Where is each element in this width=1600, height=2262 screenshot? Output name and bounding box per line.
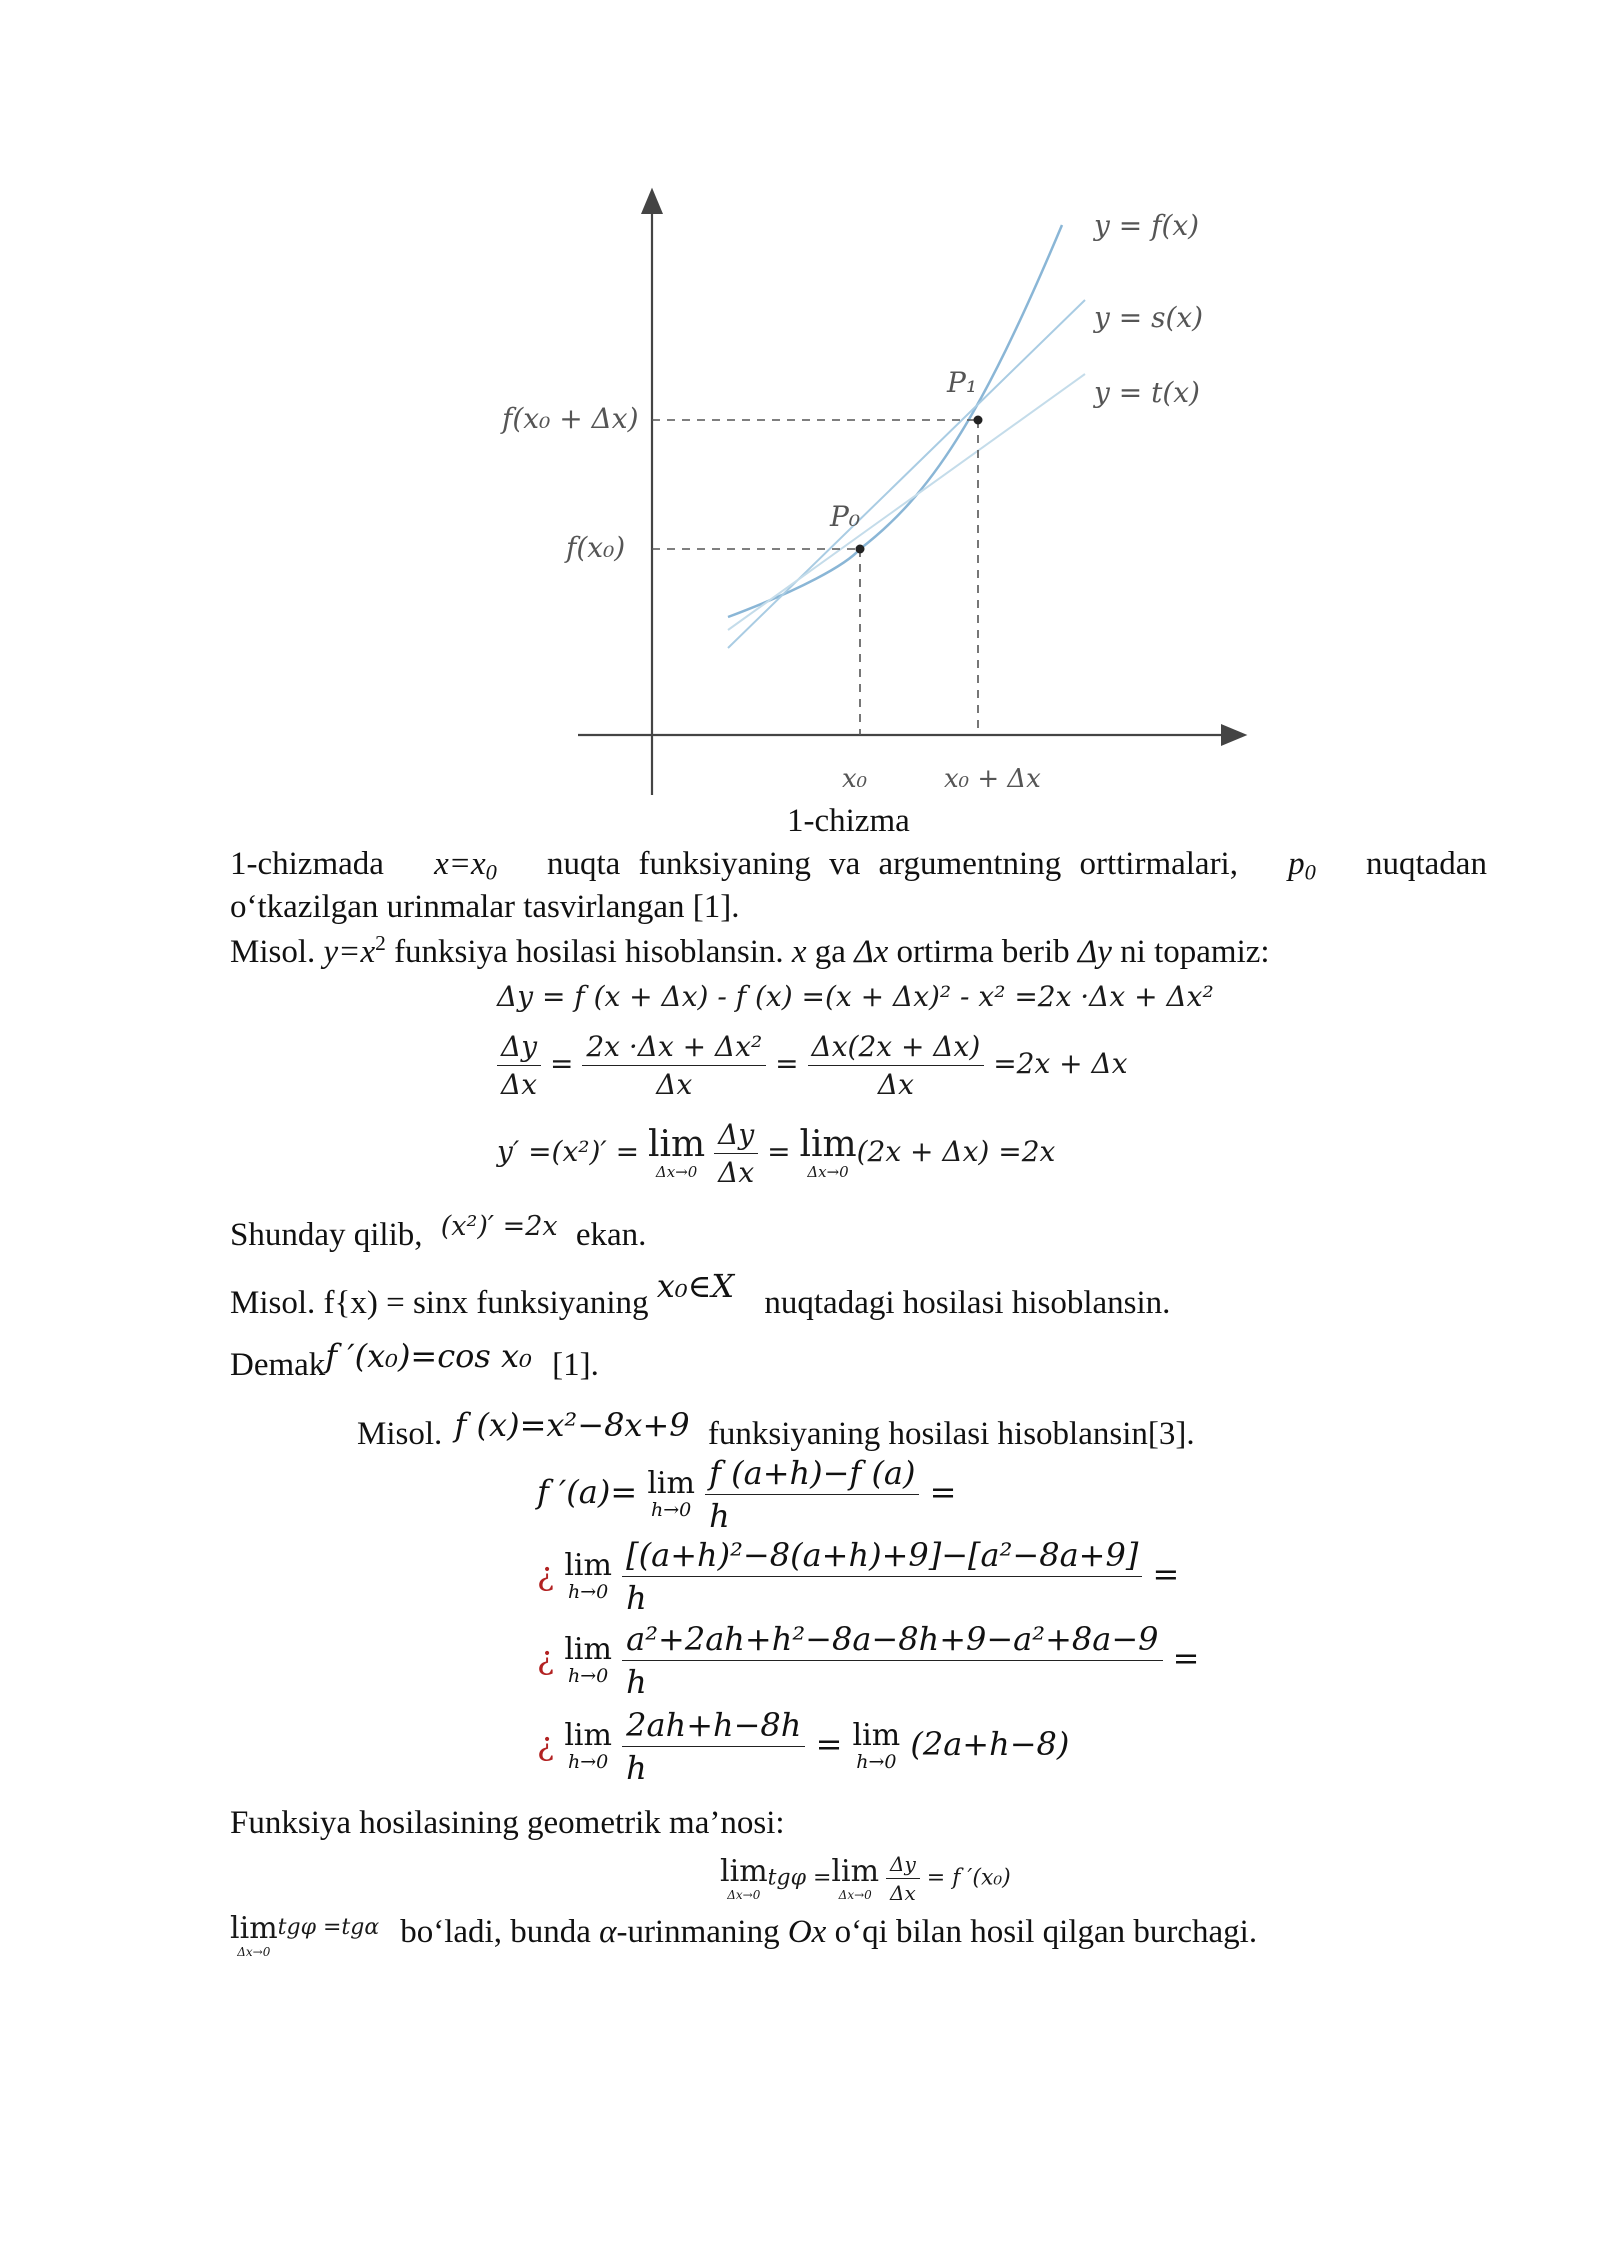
figure-caption: 1-chizma	[787, 803, 910, 839]
label-p0: P₀	[830, 500, 861, 533]
paragraph-figure-description	[230, 844, 1487, 928]
label-x0-dx: x₀ + Δx	[944, 764, 1041, 794]
paragraph-demak: Demakf ′(x₀)=cos x₀ [1].	[230, 1337, 599, 1383]
label-y-s: y = s(x)	[1094, 301, 1204, 334]
paragraph-example-1: Misol. $y=x^2$ funksiya hosilasi hisoblansin. x ga Δx ortirma berib Δy ni topamiz:	[230, 931, 1270, 970]
label-f-x0: f(x₀)	[566, 531, 626, 564]
label-p1: P₁	[947, 366, 978, 399]
tangent-figure	[0, 0, 1600, 820]
para1-text-c: nuqtadan	[1365, 846, 1487, 882]
paragraph-final: lim Δx→0 tgφ =tgα bo‘ladi, bunda α-urinmaning Ox o‘qi bilan hosil qilgan burchagi.	[230, 1911, 1258, 1959]
equation-tangent-slope: lim Δx→0 tgφ = lim Δx→0 $\frac{\Delta y}{\Delta x}$ = f ′(x₀)	[720, 1852, 1011, 1905]
para1-text-a: 1-chizmada	[230, 846, 384, 882]
paragraph-conclusion: Shunday qilib, $^{(x^2)' =2x}$ ekan.	[230, 1211, 647, 1253]
label-x0: x₀	[842, 764, 868, 794]
paragraph-example-2: Misol. f (x)=x²−8x+9 funksiyaning hosilasi hisoblansin[3].	[357, 1406, 1195, 1452]
equation-derivative-limit: y′ =(x²)′ = lim Δx→0 $\frac{\Delta y}{\Delta x}$ = lim Δx→0 (2x + Δx) =2x	[497, 1118, 1056, 1189]
label-f-x0-dx: f(x₀ + Δx)	[502, 402, 639, 435]
paragraph-example-sin: Misol. f{x) = sinx funksiyaning x₀∈X nuqtadagi hosilasi hisoblansin.	[230, 1267, 1171, 1321]
tangent-t	[728, 374, 1085, 630]
label-y-t: y = t(x)	[1094, 376, 1200, 409]
equation-derivation-step1: f ′(a)= lim h→0 $\frac{f (a+h)-f (a)}{h}$ =	[537, 1454, 957, 1535]
para1-text-b: nuqta funksiyaning va argumentning orttirmalari,	[546, 846, 1238, 882]
equation-delta-y: Δy = f (x + Δx) - f (x) =(x + Δx)² - x² =2x ·Δx + Δx²	[497, 980, 1214, 1013]
secant-s	[728, 300, 1085, 648]
point-p0	[856, 545, 865, 554]
equation-derivation-step3: ¿ lim h→0 $\frac{\text{a²+2ah+h²−8a−8h+9−a²+8a−9}}{h}$ =	[537, 1620, 1200, 1701]
equation-difference-quotient: $\frac{\Delta y}{\Delta x}$ = $\frac{\text{2x ·Δx + Δx²}}{\Delta x}$ = $\frac{\Delta x(2x + \Delta x)}{\Delta x}$ =2x + Δx	[497, 1030, 1128, 1101]
point-p1	[974, 416, 983, 425]
equation-derivation-step2: ¿ lim h→0 $\frac{\text{[(a+h)²−8(a+h)+9]−[a²−8a+9]}}{h}$ =	[537, 1536, 1180, 1617]
paragraph-geometric-meaning: Funksiya hosilasining geometrik ma’nosi:	[230, 1805, 785, 1841]
para1-var: $x=x_0$	[434, 846, 497, 885]
para1-point: $p_0$	[1288, 846, 1316, 885]
equation-derivation-step4: ¿ lim h→0 $\frac{2ah+h-8h}{h}$ = lim h→0 (2a+h−8)	[537, 1706, 1070, 1787]
para1-line2: o‘tkazilgan urinmalar tasvirlangan [1].	[230, 888, 740, 925]
curve-f	[728, 225, 1062, 617]
label-y-f: y = f(x)	[1094, 209, 1200, 242]
